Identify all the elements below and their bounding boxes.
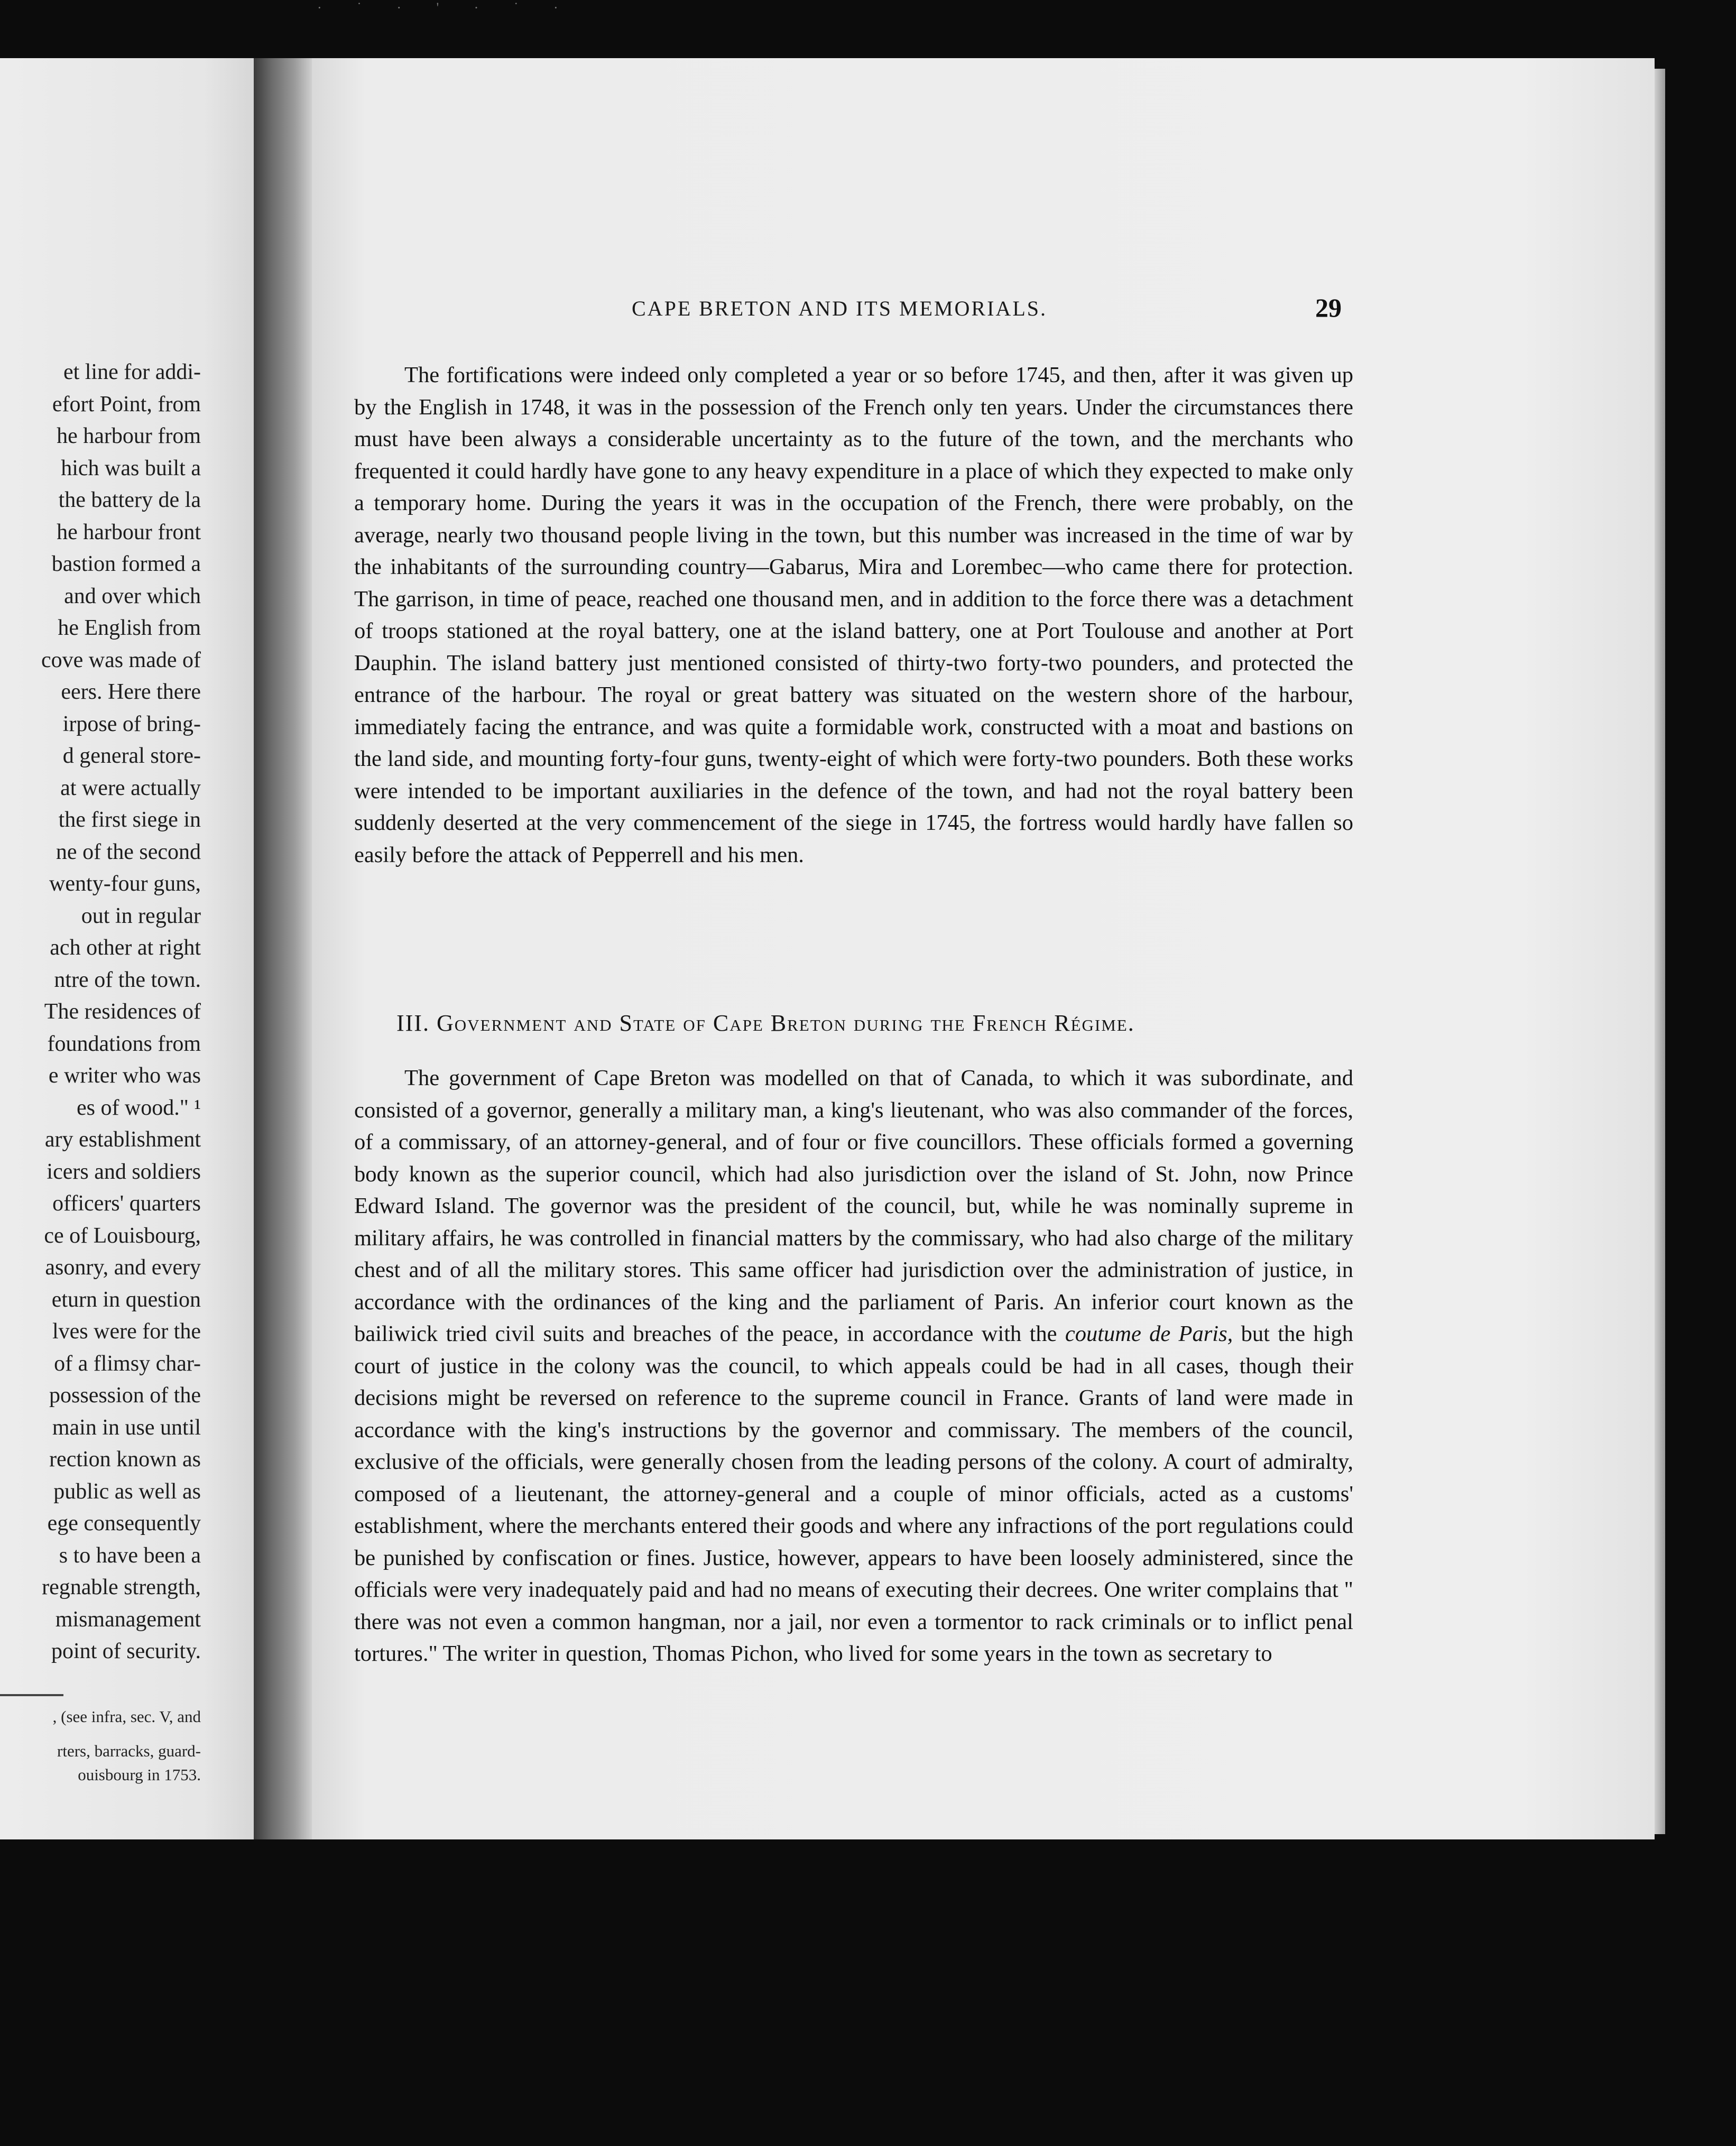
left-page-line: ege consequently — [47, 1511, 201, 1536]
left-page-line: officers' quarters — [52, 1191, 201, 1216]
paragraph-text-part: The government of Cape Breton was modelled on that of Canada, to which it was subordinate, and consisted of a governor, generally a military man, a king's lieutenant, who was also commander of the forces, of a commissary, of an attorney-general, and of four or five councillors. These officials formed a governing body known as the superior council, which had also jurisdiction over the island of St. John, now Prince Edward Island. The governor was the president of the council, but, while he was nominally supreme in military affairs, he was controlled in financial matters by the commissary, who had also charge of the military chest and of all the military stores. This same officer had jurisdiction over the administration of justice, in accordance with the ordinances of the king and the parliament of Paris. An inferior court known as the bailiwick tried civil suits and breaches of the peace, in accordance with the — [354, 1066, 1353, 1346]
left-page-line: he harbour front — [57, 520, 201, 544]
italic-phrase: coutume de Paris, — [1065, 1321, 1233, 1346]
left-page-line: d general store- — [62, 744, 201, 768]
left-page-footnote: ouisbourg in 1753. — [78, 1765, 201, 1784]
left-page-line: bastion formed a — [51, 552, 201, 576]
footnote-rule — [0, 1694, 63, 1696]
left-page-line: ne of the second — [56, 839, 201, 864]
left-page-line: ary establishment — [44, 1127, 201, 1152]
left-page-line: s to have been a — [59, 1543, 201, 1568]
left-page-footnote: , (see infra, sec. V, and — [52, 1707, 201, 1726]
scan-noise: · ˙ · ' · ˙ · — [317, 0, 574, 15]
left-page-line: main in use until — [52, 1415, 201, 1440]
left-page-line: of a flimsy char- — [54, 1351, 201, 1376]
left-page-line: eturn in question — [51, 1287, 201, 1312]
left-page — [0, 58, 254, 1839]
left-page-line: out in regular — [81, 903, 201, 928]
left-page-line: et line for addi- — [63, 360, 201, 384]
left-page-line: he harbour from — [57, 424, 201, 448]
left-page-line: hich was built a — [61, 456, 201, 480]
left-page-line: wenty-four guns, — [49, 872, 201, 896]
left-page-line: at were actually — [60, 775, 201, 800]
left-page-line: The residences of — [44, 1000, 201, 1024]
running-head: CAPE BRETON AND ITS MEMORIALS. — [632, 297, 1047, 320]
left-page-line: es of wood." ¹ — [76, 1095, 201, 1120]
left-page-line: icers and soldiers — [47, 1159, 201, 1184]
left-page-line: the first siege in — [58, 808, 201, 832]
left-page-line: ach other at right — [50, 936, 201, 960]
page-edge — [1655, 69, 1665, 1834]
paragraph-fortifications — [354, 359, 1353, 871]
left-page-line: ntre of the town. — [54, 967, 201, 992]
page-number: 29 — [1315, 293, 1342, 322]
left-page-line: cove was made of — [41, 648, 201, 672]
left-page-line: e writer who was — [48, 1063, 201, 1088]
left-page-line: the battery de la — [58, 488, 201, 512]
paragraph-text — [354, 1062, 1353, 1670]
left-page-line: efort Point, from — [52, 392, 201, 417]
left-page-line: asonry, and every — [45, 1255, 201, 1280]
left-page-line: possession of the — [49, 1383, 201, 1408]
left-page-line: regnable strength, — [42, 1575, 201, 1599]
left-page-line: eers. Here there — [61, 680, 201, 704]
paragraph-text: The fortifications were indeed only completed a year or so before 1745, and then, after it was given up by the English in 1748, it was in the possession of the French only ten years. Under the circumstances there must have been always a considerable uncertainty as to the future of the town, and the merchants who frequented it could hardly have gone to any heavy expenditure in a place of which they expected to make only a temporary home. During the years it was in the occupation of the French, there were probably, on the average, nearly two thousand people living in the town, but this number was increased in the time of war by the inhabitants of the surrounding country—Gabarus, Mira and Lorembec—who came there for protection. The garrison, in time of peace, reached one thousand men, and in addition to the force there was a detachment of troops stationed at the royal battery, one at the island battery, one at Port Toulouse and another at Port Dauphin. The island battery just mentioned consisted of thirty-two forty-two pounders, and protected the entrance of the harbour. The royal or great battery was situated on the western shore of the harbour, immediately facing the entrance, and was quite a formidable work, constructed with a moat and bastions on the land side, and mounting forty-four guns, twenty-eight of which were forty-two pounders. Both these works were intended to be important auxiliaries in the defence of the town, and had not the royal battery been suddenly deserted at the very commencement of the siege in 1745, the fortress would hardly have fallen so easily before the attack of Pepperrell and his men. — [354, 363, 1353, 867]
left-page-line: lves were for the — [52, 1319, 201, 1344]
paragraph-government — [354, 1062, 1353, 1670]
left-page-footnote: rters, barracks, guard- — [57, 1742, 201, 1760]
left-page-line: ce of Louisbourg, — [44, 1223, 201, 1248]
left-page-line: irpose of bring- — [62, 711, 201, 736]
left-page-line: public as well as — [53, 1479, 201, 1504]
left-page-line: rection known as — [49, 1447, 201, 1472]
left-page-line: he English from — [58, 616, 201, 640]
book-gutter — [254, 58, 312, 1839]
section-heading: III. Government and State of Cape Breton during the French Régime. — [396, 1010, 1135, 1036]
left-page-line: mismanagement — [55, 1607, 201, 1632]
left-page-line: point of security. — [51, 1639, 201, 1663]
paragraph-text-part: but the high court of justice in the colony was the council, to which appeals could be had in all cases, though their decisions might be reversed on reference to the supreme council in France. Grants of land were made in accordance with the king's instructions by the governor and commissary. The members of the council, exclusive of the officials, were generally chosen from the leading persons of the colony. A court of admiralty, composed of a lieutenant, the attorney-general and a couple of minor officials, acted as a customs' establishment, where the merchants entered their goods and where any infractions of the port regulations could be punished by confiscation or fines. Justice, however, appears to have been loosely administered, since the officials were very inadequately paid and had no means of executing their decrees. One writer complains that " there was not even a common hangman, nor a jail, nor even a tormentor to rack criminals or to inflict penal tortures." The writer in question, Thomas Pichon, who lived for some years in the town as secretary to — [354, 1321, 1353, 1666]
left-page-line: foundations from — [47, 1031, 201, 1056]
left-page-line: and over which — [64, 584, 201, 608]
